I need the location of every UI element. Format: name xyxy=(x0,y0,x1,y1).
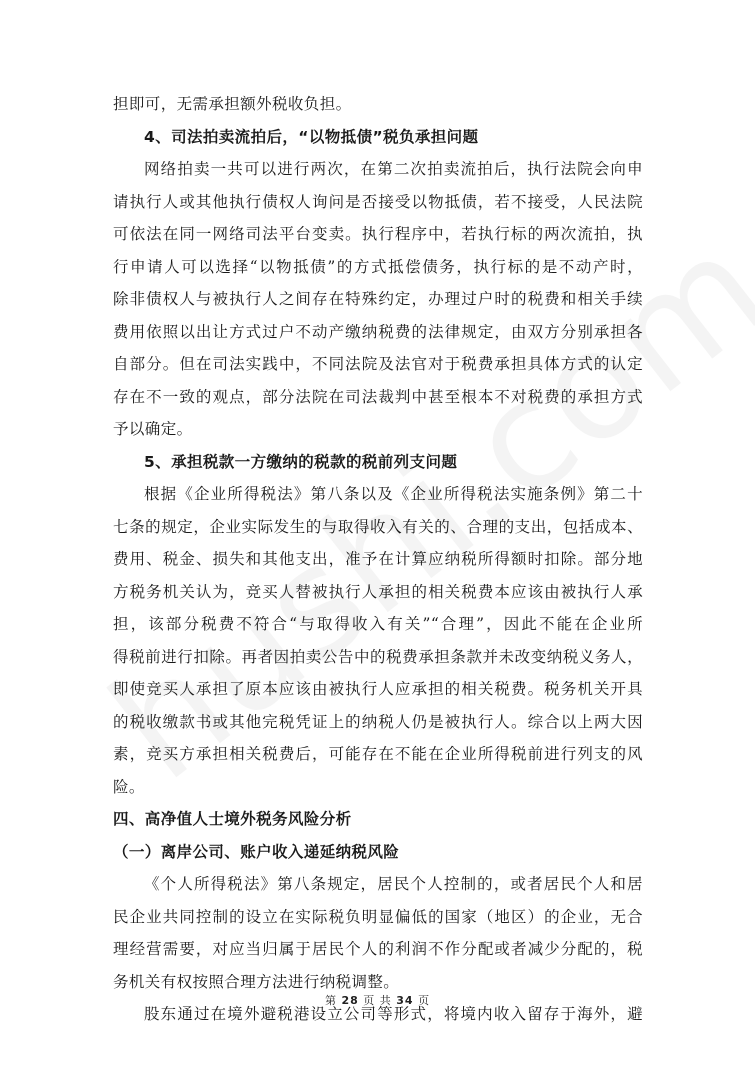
paragraph-last-line: 担即可，无需承担额外税收负担。 xyxy=(113,95,352,113)
paragraph-line: 除非债权人与被执行人之间存在特殊约定，办理过户时的税费和相关手续 xyxy=(113,290,643,308)
paragraph-first-line: 根据《企业所得税法》第八条以及《企业所得税法实施条例》第二十 xyxy=(144,485,643,503)
paragraph-line: 费用、税金、损失和其他支出，准予在计算应纳税所得额时扣除。部分地 xyxy=(113,550,643,568)
footer-prefix: 第 xyxy=(324,994,337,1007)
paragraph-line: 素，竞买方承担相关税费后，可能存在不能在企业所得税前进行列支的风 xyxy=(113,745,643,763)
page-footer xyxy=(0,992,755,1008)
paragraph-line: 担，该部分税费不符合“与取得收入有关”“合理”，因此不能在企业所 xyxy=(113,615,643,633)
paragraph-line: 存在不一致的观点，部分法院在司法裁判中甚至根本不对税费的承担方式 xyxy=(113,387,643,406)
paragraph-line: 行申请人可以选择“以物抵债”的方式抵偿债务，执行标的是不动产时， xyxy=(113,257,643,276)
paragraph-line: 请执行人或其他执行债权人询问是否接受以物抵债，若不接受，人民法院 xyxy=(113,192,643,211)
paragraph-line: 自部分。但在司法实践中，不同法院及法官对于税费承担具体方式的认定 xyxy=(113,355,643,373)
section-heading: 四、高净值人士境外税务风险分析 xyxy=(113,810,352,828)
paragraph-first-line: 网络拍卖一共可以进行两次，在第二次拍卖流拍后，执行法院会向申 xyxy=(144,160,643,178)
paragraph-line: 可依法在同一网络司法平台变卖。执行程序中，若执行标的两次流拍，执 xyxy=(113,225,643,243)
paragraph-last-line: 务机关有权按照合理方法进行纳税调整。 xyxy=(113,972,400,991)
paragraph-line: 的税收缴款书或其他完税凭证上的纳税人仍是被执行人。综合以上两大因 xyxy=(113,712,643,731)
footer-middle: 页 共 xyxy=(363,994,392,1007)
paragraph-line: 费用依照以出让方式过户不动产缴纳税费的法律规定，由双方分别承担各 xyxy=(113,322,643,341)
paragraph-line: 得税前进行扣除。再者因拍卖公告中的税费承担条款并未改变纳税义务人， xyxy=(113,647,643,666)
paragraph-line: 七条的规定，企业实际发生的与取得收入有关的、合理的支出，包括成本、 xyxy=(113,517,643,536)
current-page-number: 28 xyxy=(341,994,359,1007)
paragraph-line: 方税务机关认为，竞买人替被执行人承担的相关税费本应该由被执行人承 xyxy=(113,582,643,601)
total-page-count: 34 xyxy=(396,994,414,1007)
paragraph-last-line: 险。 xyxy=(113,777,145,796)
document-body xyxy=(113,88,643,1031)
subsection-heading: 4、司法拍卖流拍后，“以物抵债”税负承担问题 xyxy=(144,127,479,146)
paragraph-first-line: 股东通过在境外避税港设立公司等形式，将境内收入留存于海外，避 xyxy=(144,1005,643,1023)
footer-suffix: 页 xyxy=(418,994,431,1007)
paragraph-line: 民企业共同控制的设立在实际税负明显偏低的国家（地区）的企业，无合 xyxy=(113,907,643,926)
paragraph-line: 即使竞买人承担了原本应该由被执行人应承担的相关税费。税务机关开具 xyxy=(113,680,643,698)
subsection-heading: 5、承担税款一方缴纳的税款的税前列支问题 xyxy=(144,452,458,471)
paragraph-last-line: 予以确定。 xyxy=(113,420,193,438)
paragraph-line: 理经营需要，对应当归属于居民个人的利润不作分配或者减少分配的，税 xyxy=(113,940,643,958)
paragraph-first-line: 《个人所得税法》第八条规定，居民个人控制的，或者居民个人和居 xyxy=(144,875,643,893)
section-heading: （一）离岸公司、账户收入递延纳税风险 xyxy=(113,842,400,861)
